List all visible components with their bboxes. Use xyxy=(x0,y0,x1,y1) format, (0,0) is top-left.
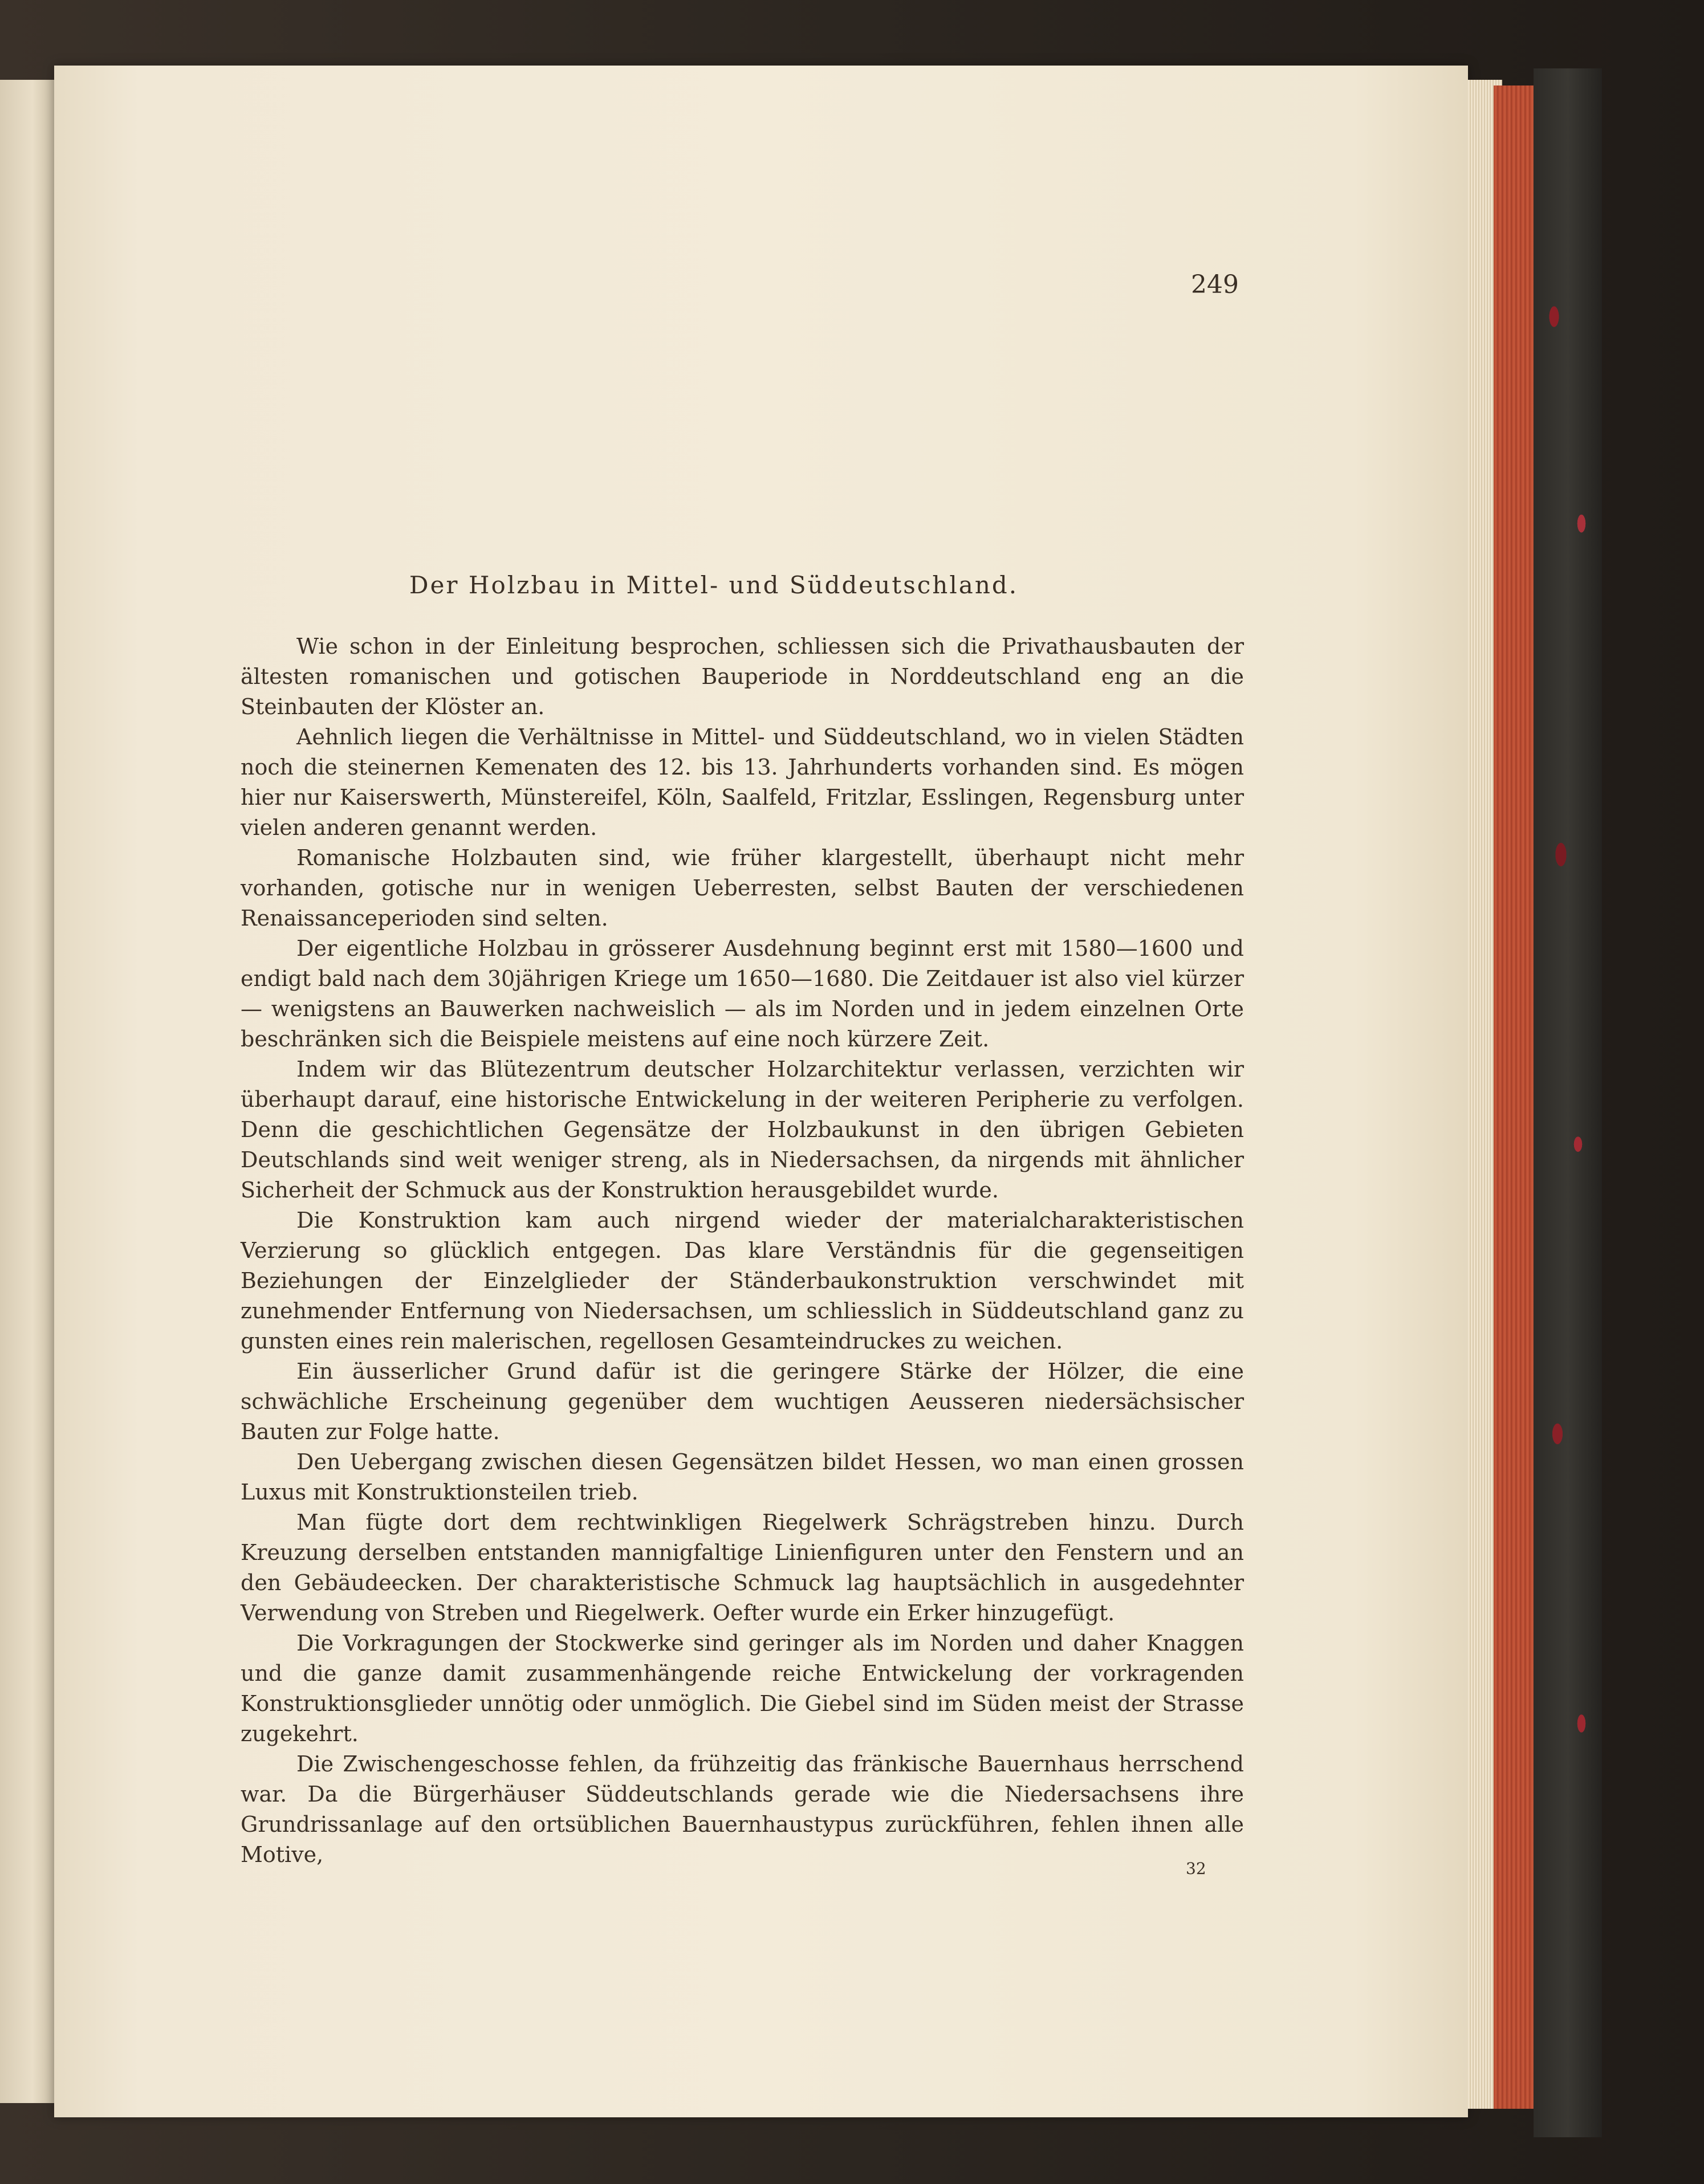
signature-mark: 32 xyxy=(1186,1859,1206,1878)
page-number: 249 xyxy=(1191,270,1239,299)
paragraph: Wie schon in der Einleitung besprochen, schliessen sich die Privathausbauten der ältesten romanischen und gotischen Bauperiode in Norddeutschland eng an die Steinbauten der Klöster an. xyxy=(241,634,1244,719)
paragraph: Ein äusserlicher Grund dafür ist die geringere Stärke der Hölzer, die eine schwächliche Erscheinung gegenüber dem wuchtigen Aeusseren niedersächsischer Bauten zur Folge hatte. xyxy=(241,1359,1244,1444)
paragraph: Den Uebergang zwischen diesen Gegensätzen bildet Hessen, wo man einen grossen Luxus mit Konstruktionsteilen trieb. xyxy=(241,1449,1244,1505)
paragraph: Der eigentliche Holzbau in grösserer Ausdehnung beginnt erst mit 1580—1600 und endigt bald nach dem 30jährigen Kriege um 1650—1680. Die Zeitdauer ist also viel kürzer — wenigstens an Bauwerken nachweislich — als im Norden und in jedem einzelnen Orte beschränken sich die Beispiele meistens auf eine noch kürzere Zeit. xyxy=(241,936,1244,1052)
paragraph: Romanische Holzbauten sind, wie früher klargestellt, überhaupt nicht mehr vorhanden, gotische nur in wenigen Ueberresten, selbst Bauten der verschiedenen Renaissanceperioden sind selten. xyxy=(241,845,1244,931)
paragraph: Die Zwischengeschosse fehlen, da frühzeitig das fränkische Bauernhaus herrschend war. Da die Bürgerhäuser Süddeutschlands gerade wie die Niedersachsens ihre Grundrissanlage auf den ortsüblichen Bauernhaustypus zurückführen, fehlen ihnen alle Motive, xyxy=(241,1751,1244,1867)
previous-page-edge xyxy=(0,80,58,2103)
chapter-title: Der Holzbau in Mittel- und Süddeutschland. xyxy=(409,571,1019,599)
body-text xyxy=(241,631,1244,1870)
marbled-cover xyxy=(1534,68,1602,2137)
paragraph: Indem wir das Blütezentrum deutscher Holzarchitektur verlassen, verzichten wir überhaupt darauf, eine historische Entwickelung in der weiteren Peripherie zu verfolgen. Denn die geschichtlichen Gegensätze der Holzbaukunst in den übrigen Gebieten Deutschlands sind weit weniger streng, als in Niedersachsen, da nirgends mit ähnlicher Sicherheit der Schmuck aus der Konstruktion herausgebildet wurde. xyxy=(241,1057,1244,1203)
red-page-edge xyxy=(1494,85,1534,2109)
paragraph: Man fügte dort dem rechtwinkligen Riegelwerk Schrägstreben hinzu. Durch Kreuzung derselben entstanden mannigfaltige Linienfiguren unter den Fenstern und an den Gebäudeecken. Der charakteristische Schmuck lag hauptsächlich in ausgedehnter Verwendung von Streben und Riegelwerk. Oefter wurde ein Erker hinzugefügt. xyxy=(241,1510,1244,1625)
paragraph: Die Vorkragungen der Stockwerke sind geringer als im Norden und daher Knaggen und die ganze damit zusammenhängende reiche Entwickelung der vorkragenden Konstruktionsglieder unnötig oder unmöglich. Die Giebel sind im Süden meist der Strasse zugekehrt. xyxy=(241,1631,1244,1746)
paragraph: Die Konstruktion kam auch nirgend wieder der materialcharakteristischen Verzierung so glücklich entgegen. Das klare Verständnis für die gegenseitigen Beziehungen der Einzelglieder der Ständerbaukonstruktion verschwindet mit zunehmender Entfernung von Niedersachsen, um schliesslich in Süddeutschland ganz zu gunsten eines rein malerischen, regellosen Gesamteindruckes zu weichen. xyxy=(241,1208,1244,1354)
paragraph: Aehnlich liegen die Verhältnisse in Mittel- und Süddeutschland, wo in vielen Städten noch die steinernen Kemenaten des 12. bis 13. Jahrhunderts vorhanden sind. Es mögen hier nur Kaiserswerth, Münstereifel, Köln, Saalfeld, Fritzlar, Esslingen, Regensburg unter vielen anderen genannt werden. xyxy=(241,724,1244,840)
